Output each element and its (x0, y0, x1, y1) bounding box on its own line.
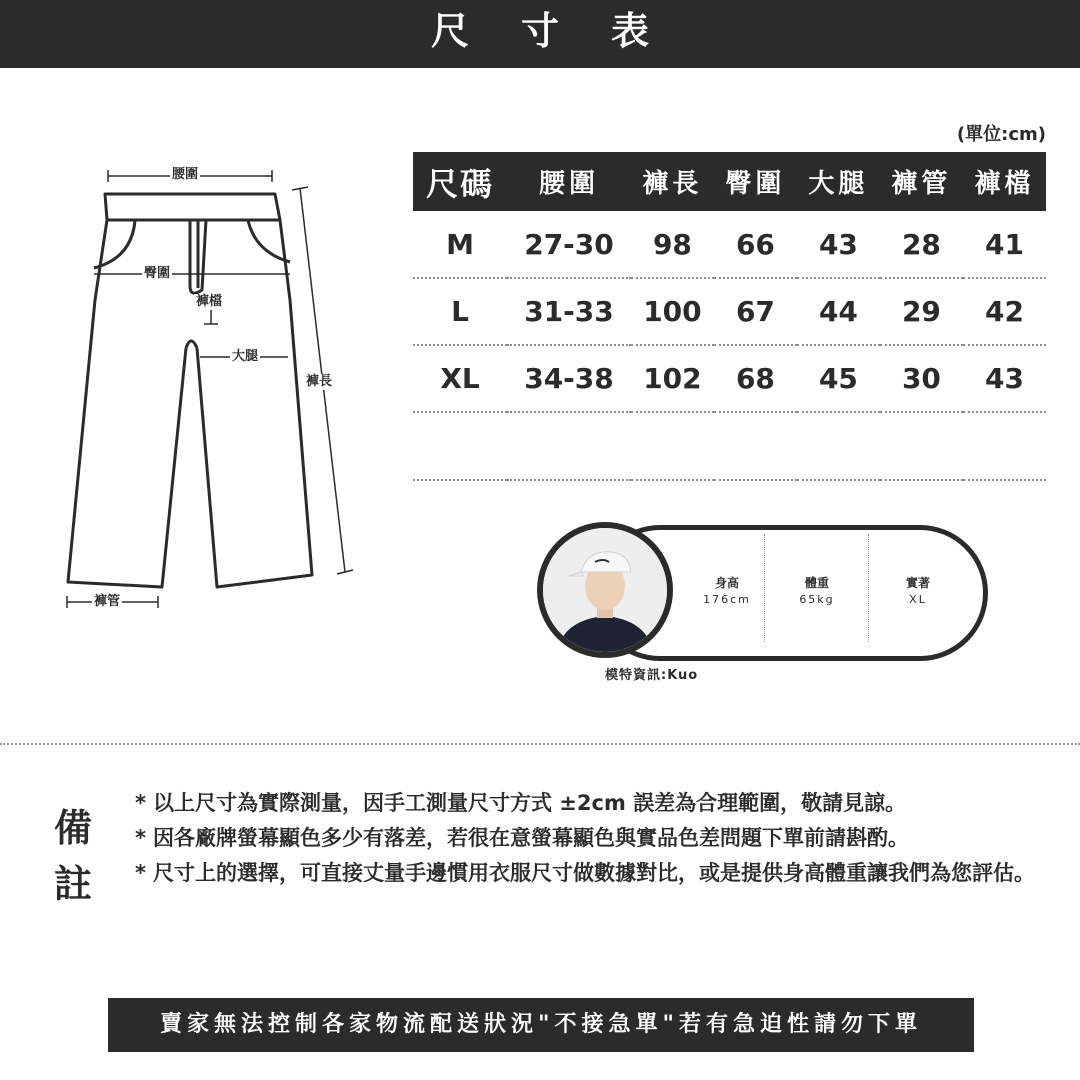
table-cell: L (413, 278, 507, 345)
section-divider (0, 743, 1080, 745)
table-cell: 100 (631, 278, 714, 345)
notes-title-char-1: 備 (53, 806, 92, 850)
header-bar (0, 0, 1080, 68)
header-rise: 褲檔 (974, 169, 1035, 199)
hem-label: 褲管 (94, 594, 121, 609)
table-cell: 67 (714, 278, 797, 345)
notes-list (135, 786, 1055, 891)
model-divider (868, 534, 869, 642)
unit-note: (單位:cm) (956, 124, 1046, 145)
thigh-label: 大腿 (232, 349, 259, 364)
table-cell-empty (413, 412, 1046, 480)
rise-label: 褲檔 (196, 294, 223, 309)
model-wears-value: XL (909, 593, 927, 606)
model-height (687, 532, 767, 644)
model-weight-label: 體重 (804, 576, 829, 590)
table-row (413, 211, 1046, 278)
table-row-empty (413, 412, 1046, 480)
shipping-notice-banner: 賣家無法控制各家物流配送狀況"不接急單"若有急迫性請勿下單 (108, 998, 974, 1052)
size-table (413, 152, 1046, 481)
notes-title (50, 800, 96, 912)
model-wears-label: 實著 (905, 576, 930, 590)
table-cell: 29 (880, 278, 963, 345)
table-row (413, 278, 1046, 345)
header-size: 尺碼 (426, 164, 495, 203)
table-cell: 68 (714, 345, 797, 412)
model-height-label: 身高 (714, 576, 739, 590)
table-row (413, 345, 1046, 412)
model-weight (769, 532, 865, 644)
model-photo (537, 522, 673, 658)
header-length: 褲長 (642, 169, 703, 199)
model-avatar-icon (543, 528, 667, 652)
note-item: * 以上尺寸為實際測量，因手工測量尺寸方式 ±2cm 誤差為合理範圍，敬請見諒。 (135, 786, 1055, 821)
model-divider (764, 534, 765, 642)
table-cell: 30 (880, 345, 963, 412)
model-caption: 模特資訊:Kuo (605, 668, 699, 683)
header-thigh: 大腿 (808, 169, 869, 199)
model-info-card (537, 522, 987, 662)
pants-diagram (50, 150, 360, 624)
table-cell: 41 (963, 211, 1046, 278)
table-cell: 43 (963, 345, 1046, 412)
table-cell: 31-33 (507, 278, 631, 345)
model-height-value: 176cm (703, 593, 751, 606)
table-cell: 28 (880, 211, 963, 278)
notes-title-char-2: 註 (53, 862, 92, 906)
table-cell: 66 (714, 211, 797, 278)
table-header-row (413, 152, 1046, 211)
table-cell: M (413, 211, 507, 278)
table-cell: 98 (631, 211, 714, 278)
page-title: 尺寸表 (430, 9, 701, 53)
table-cell: 42 (963, 278, 1046, 345)
waist-label: 腰圍 (172, 167, 199, 182)
note-item: * 因各廠牌螢幕顯色多少有落差，若很在意螢幕顯色與實品色差問題下單前請斟酌。 (135, 821, 1055, 856)
header-waist: 腰圍 (538, 169, 599, 199)
table-cell: 102 (631, 345, 714, 412)
length-label: 褲長 (306, 374, 333, 389)
table-cell: 45 (797, 345, 880, 412)
hip-label: 臀圍 (144, 266, 171, 281)
header-hem: 褲管 (891, 169, 952, 199)
table-cell: 27-30 (507, 211, 631, 278)
header-hip: 臀圍 (725, 169, 786, 199)
model-weight-value: 65kg (799, 593, 835, 606)
table-cell: XL (413, 345, 507, 412)
table-cell: 44 (797, 278, 880, 345)
model-wears (873, 532, 963, 644)
note-item: * 尺寸上的選擇，可直接丈量手邊慣用衣服尺寸做數據對比，或是提供身高體重讓我們為您評估。 (135, 856, 1055, 891)
table-cell: 34-38 (507, 345, 631, 412)
table-cell: 43 (797, 211, 880, 278)
